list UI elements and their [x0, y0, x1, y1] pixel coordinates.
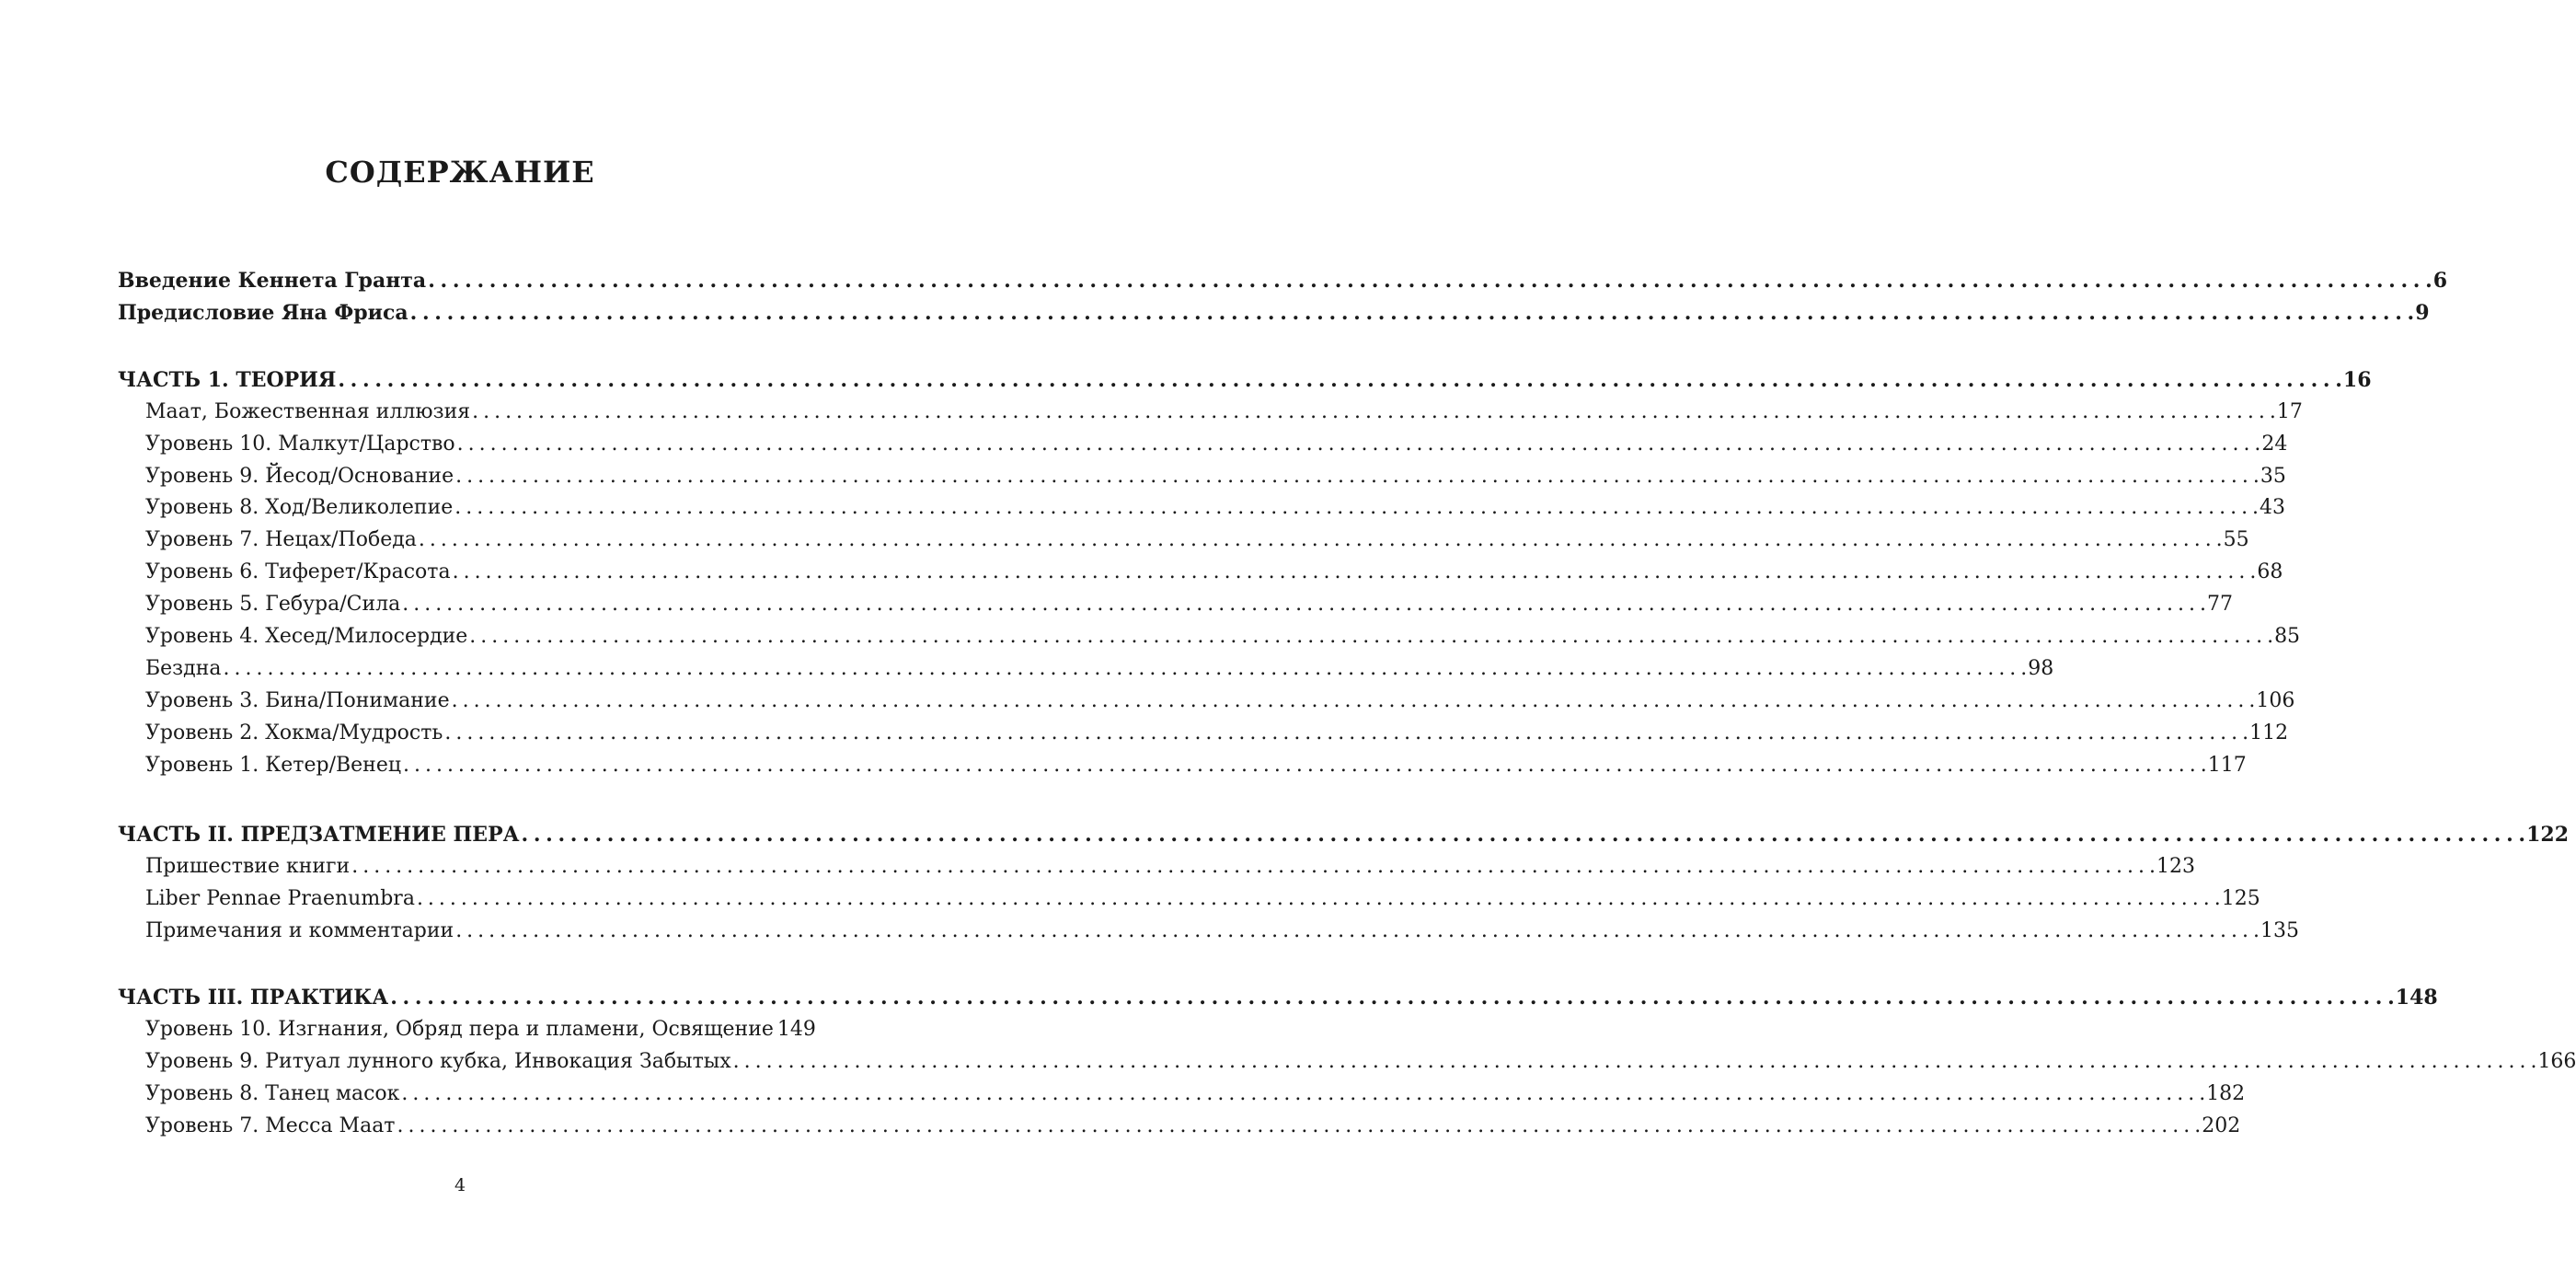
- toc-entry-page: 35: [2260, 465, 2286, 488]
- toc-entry-page: 17: [2276, 400, 2303, 423]
- toc-entry-label: Уровень 10. Изгнания, Обряд пера и пламени, Освящение: [145, 1018, 774, 1041]
- toc-entry[interactable]: [145, 1050, 2576, 1073]
- dot-leader: [401, 1082, 2204, 1105]
- toc-entry-label: Введение Кеннета Гранта: [118, 269, 427, 293]
- toc-entry-label: Liber Pennae Praenumbra: [145, 887, 415, 910]
- toc-entry-label: Уровень 7. Месса Маат: [145, 1114, 396, 1137]
- toc-entry-preface[interactable]: [118, 301, 2430, 325]
- toc-entry-label: Уровень 8. Танец масок: [145, 1082, 400, 1105]
- page-number: 4: [454, 1175, 466, 1195]
- toc-entry-label: Уровень 9. Ритуал лунного кубка, Инвокация Забытых: [145, 1050, 731, 1073]
- toc-entry-page: 106: [2256, 689, 2295, 712]
- toc-entry[interactable]: [145, 1114, 2241, 1137]
- toc-entry[interactable]: [145, 496, 2286, 519]
- toc-part-label: ЧАСТЬ 1. ТЕОРИЯ: [118, 368, 337, 392]
- toc-entry-label: Уровень 9. Йесод/Основание: [145, 465, 454, 488]
- dot-leader: [403, 754, 2206, 777]
- toc-entry[interactable]: [145, 528, 2249, 551]
- dot-leader: [452, 689, 2255, 712]
- toc-entry-page: 112: [2249, 721, 2289, 744]
- toc-part-label: ЧАСТЬ II. ПРЕДЗАТМЕНИЕ ПЕРА: [118, 823, 520, 847]
- toc-entry-label: Уровень 2. Хокма/Мудрость: [145, 721, 443, 744]
- toc-entry-page: 55: [2223, 528, 2249, 551]
- toc-part-1[interactable]: [118, 368, 2372, 392]
- dot-leader: [453, 560, 2256, 583]
- toc-entry[interactable]: [145, 1082, 2246, 1105]
- toc-entry-page: 123: [2156, 855, 2195, 878]
- toc-entry[interactable]: [145, 689, 2295, 712]
- dot-leader: [522, 823, 2525, 847]
- toc-entry-label: Уровень 7. Нецах/Победа: [145, 528, 417, 551]
- toc-entry-page: 166: [2537, 1050, 2576, 1073]
- toc-entry[interactable]: [145, 625, 2301, 648]
- toc-entry-page: 6: [2432, 269, 2448, 293]
- toc-entry-label: Маат, Божественная иллюзия: [145, 400, 471, 423]
- toc-entry[interactable]: [145, 560, 2283, 583]
- dot-leader: [402, 593, 2205, 616]
- toc-entry-page: 43: [2260, 496, 2286, 519]
- toc-part-label: ЧАСТЬ III. ПРАКТИКА: [118, 986, 389, 1010]
- toc-part-3[interactable]: [118, 986, 2438, 1010]
- dot-leader: [390, 986, 2394, 1010]
- toc-entry-label: Пришествие книги: [145, 855, 351, 878]
- dot-leader: [733, 1050, 2536, 1073]
- dot-leader: [419, 528, 2222, 551]
- toc-entry-page: 77: [2207, 593, 2233, 616]
- toc-entry-intro[interactable]: [118, 269, 2448, 293]
- dot-leader: [397, 1114, 2200, 1137]
- toc-entry-page: 85: [2274, 625, 2301, 648]
- toc-entry-label: Уровень 6. Тиферет/Красота: [145, 560, 451, 583]
- dot-leader: [351, 855, 2155, 878]
- dot-leader: [454, 496, 2258, 519]
- toc-entry[interactable]: [145, 593, 2233, 616]
- dot-leader: [410, 301, 2414, 325]
- page-title: СОДЕРЖАНИЕ: [325, 155, 595, 190]
- toc-entry-page: 117: [2207, 754, 2247, 777]
- toc-entry-label: Предисловие Яна Фриса: [118, 301, 408, 325]
- toc-entry[interactable]: [145, 855, 2195, 878]
- toc-entry-page: 98: [2028, 657, 2054, 680]
- dot-leader: [455, 919, 2259, 942]
- toc-part-page: 148: [2395, 986, 2438, 1010]
- dot-leader: [444, 721, 2248, 744]
- toc-entry-page: 202: [2202, 1114, 2241, 1137]
- toc-entry[interactable]: [145, 433, 2288, 456]
- toc-entry[interactable]: [145, 887, 2260, 910]
- dot-leader: [224, 657, 2027, 680]
- dot-leader: [338, 368, 2341, 392]
- toc-entry-label: Уровень 4. Хесед/Милосердие: [145, 625, 468, 648]
- toc-entry-page: 182: [2206, 1082, 2246, 1105]
- dot-leader: [417, 887, 2220, 910]
- toc-entry[interactable]: [145, 1018, 816, 1041]
- toc-entry-page: 9: [2415, 301, 2430, 325]
- toc-entry[interactable]: [145, 400, 2303, 423]
- toc-entry-label: Бездна: [145, 657, 222, 680]
- dot-leader: [428, 269, 2432, 293]
- toc-entry[interactable]: [145, 754, 2247, 777]
- toc-entry-page: 125: [2221, 887, 2260, 910]
- toc-part-page: 16: [2342, 368, 2372, 392]
- toc-entry[interactable]: [145, 721, 2289, 744]
- toc-part-page: 122: [2526, 823, 2570, 847]
- toc-entry-page: 68: [2257, 560, 2283, 583]
- toc-entry-label: Примечания и комментарии: [145, 919, 454, 942]
- toc-entry-label: Уровень 1. Кетер/Венец: [145, 754, 401, 777]
- dot-leader: [472, 400, 2275, 423]
- toc-entry-label: Уровень 5. Гебура/Сила: [145, 593, 401, 616]
- dot-leader: [457, 433, 2260, 456]
- toc-part-2[interactable]: [118, 823, 2570, 847]
- toc-entry[interactable]: [145, 657, 2054, 680]
- dot-leader: [469, 625, 2272, 648]
- toc-entry-page: 149: [776, 1018, 816, 1041]
- toc-entry[interactable]: [145, 919, 2299, 942]
- toc-entry-label: Уровень 10. Малкут/Царство: [145, 433, 455, 456]
- toc-entry[interactable]: [145, 465, 2286, 488]
- toc-entry-page: 135: [2260, 919, 2299, 942]
- toc-entry-page: 24: [2261, 433, 2288, 456]
- dot-leader: [455, 465, 2259, 488]
- toc-entry-label: Уровень 8. Ход/Великолепие: [145, 496, 454, 519]
- toc-entry-label: Уровень 3. Бина/Понимание: [145, 689, 450, 712]
